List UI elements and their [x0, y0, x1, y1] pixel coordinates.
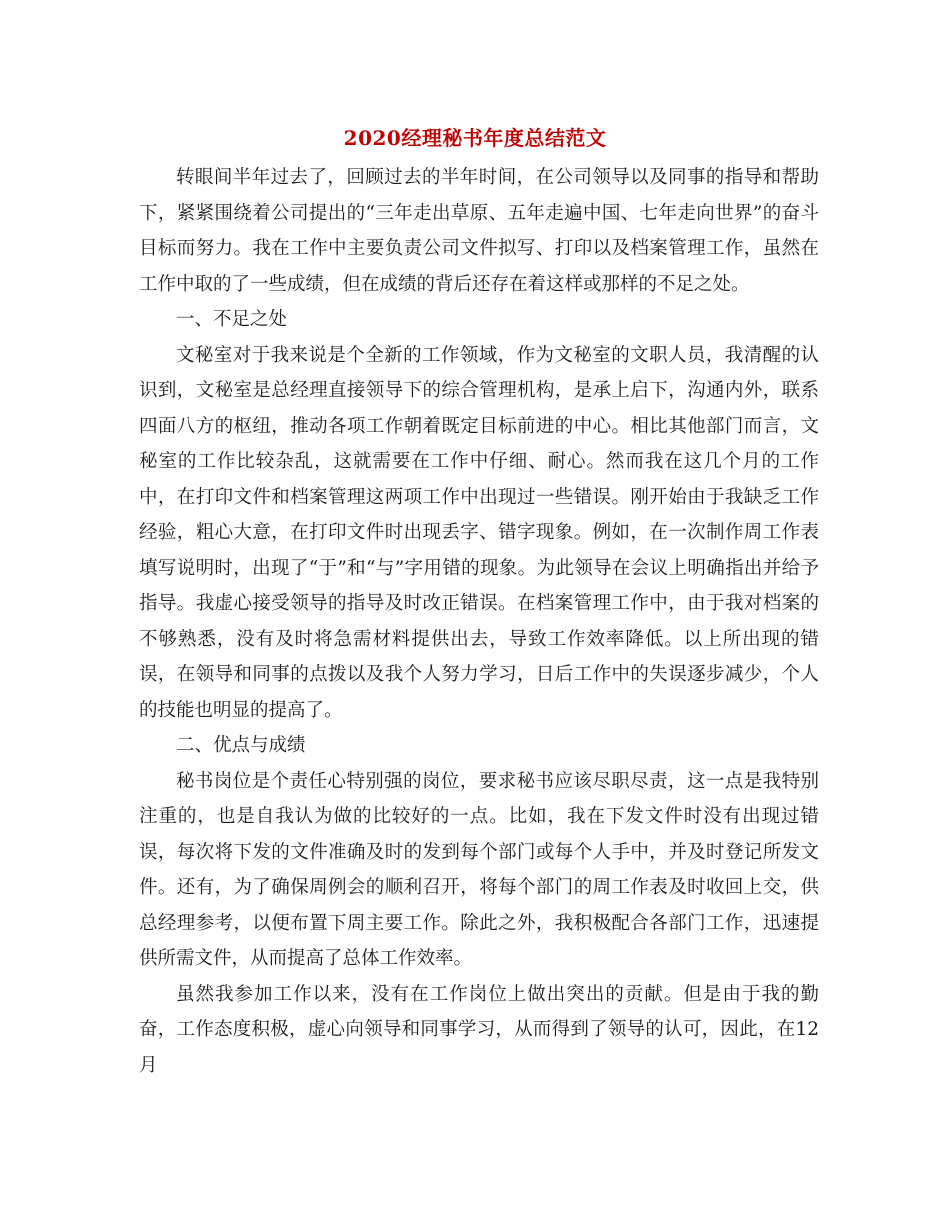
section-heading-strengths: 二、优点与成绩: [176, 735, 306, 756]
paragraph-strengths: 秘书岗位是个责任心特别强的岗位，要求秘书应该尽职尽责，这一点是我特别注重的，也是自我认为做的比较好的一点。比如，我在下发文件时没有出现过错误，每次将下发的文件准确及时的发到每个部门或每个人手中，并及时登记所发文件。还有，为了确保周例会的顺利召开，将每个部门的周工作表及时收回上交，供总经理参考，以便布置下周主要工作。除此之外，我积极配合各部门工作，迅速提供所需文件，从而提高了总体工作效率。: [139, 770, 819, 969]
paragraph-intro: 转眼间半年过去了，回顾过去的半年时间，在公司领导以及同事的指导和帮助下，紧紧围绕着公司提出的“三年走出草原、五年走遍中国、七年走向世界”的奋斗目标而努力。我在工作中主要负责公司文件拟写、打印以及档案管理工作，虽然在工作中取的了一些成绩，但在成绩的背后还存在着这样或那样的不足之处。: [139, 167, 819, 295]
document-body: [139, 160, 819, 1083]
paragraph-shortcomings: 文秘室对于我来说是个全新的工作领域，作为文秘室的文职人员，我清醒的认识到，文秘室是总经理直接领导下的综合管理机构，是承上启下，沟通内外，联系四面八方的枢纽，推动各项工作朝着既定目标前进的中心。相比其他部门而言，文秘室的工作比较杂乱，这就需要在工作中仔细、耐心。然而我在这几个月的工作中，在打印文件和档案管理这两项工作中出现过一些错误。刚开始由于我缺乏工作经验，粗心大意，在打印文件时出现丢字、错字现象。例如，在一次制作周工作表填写说明时，出现了“于”和“与”字用错的现象。为此领导在会议上明确指出并给予指导。我虚心接受领导的指导及时改正错误。在档案管理工作中，由于我对档案的不够熟悉，没有及时将急需材料提供出去，导致工作效率降低。以上所出现的错误，在领导和同事的点拨以及我个人努力学习，日后工作中的失误逐步减少，个人的技能也明显的提高了。: [139, 344, 819, 721]
paragraph-conclusion: 虽然我参加工作以来，没有在工作岗位上做出突出的贡献。但是由于我的勤奋，工作态度积极，虚心向领导和同事学习，从而得到了领导的认可，因此，在12月: [139, 983, 819, 1076]
document-title: 2020经理秘书年度总结范文: [343, 126, 607, 150]
section-heading-shortcomings: 一、不足之处: [176, 309, 288, 330]
